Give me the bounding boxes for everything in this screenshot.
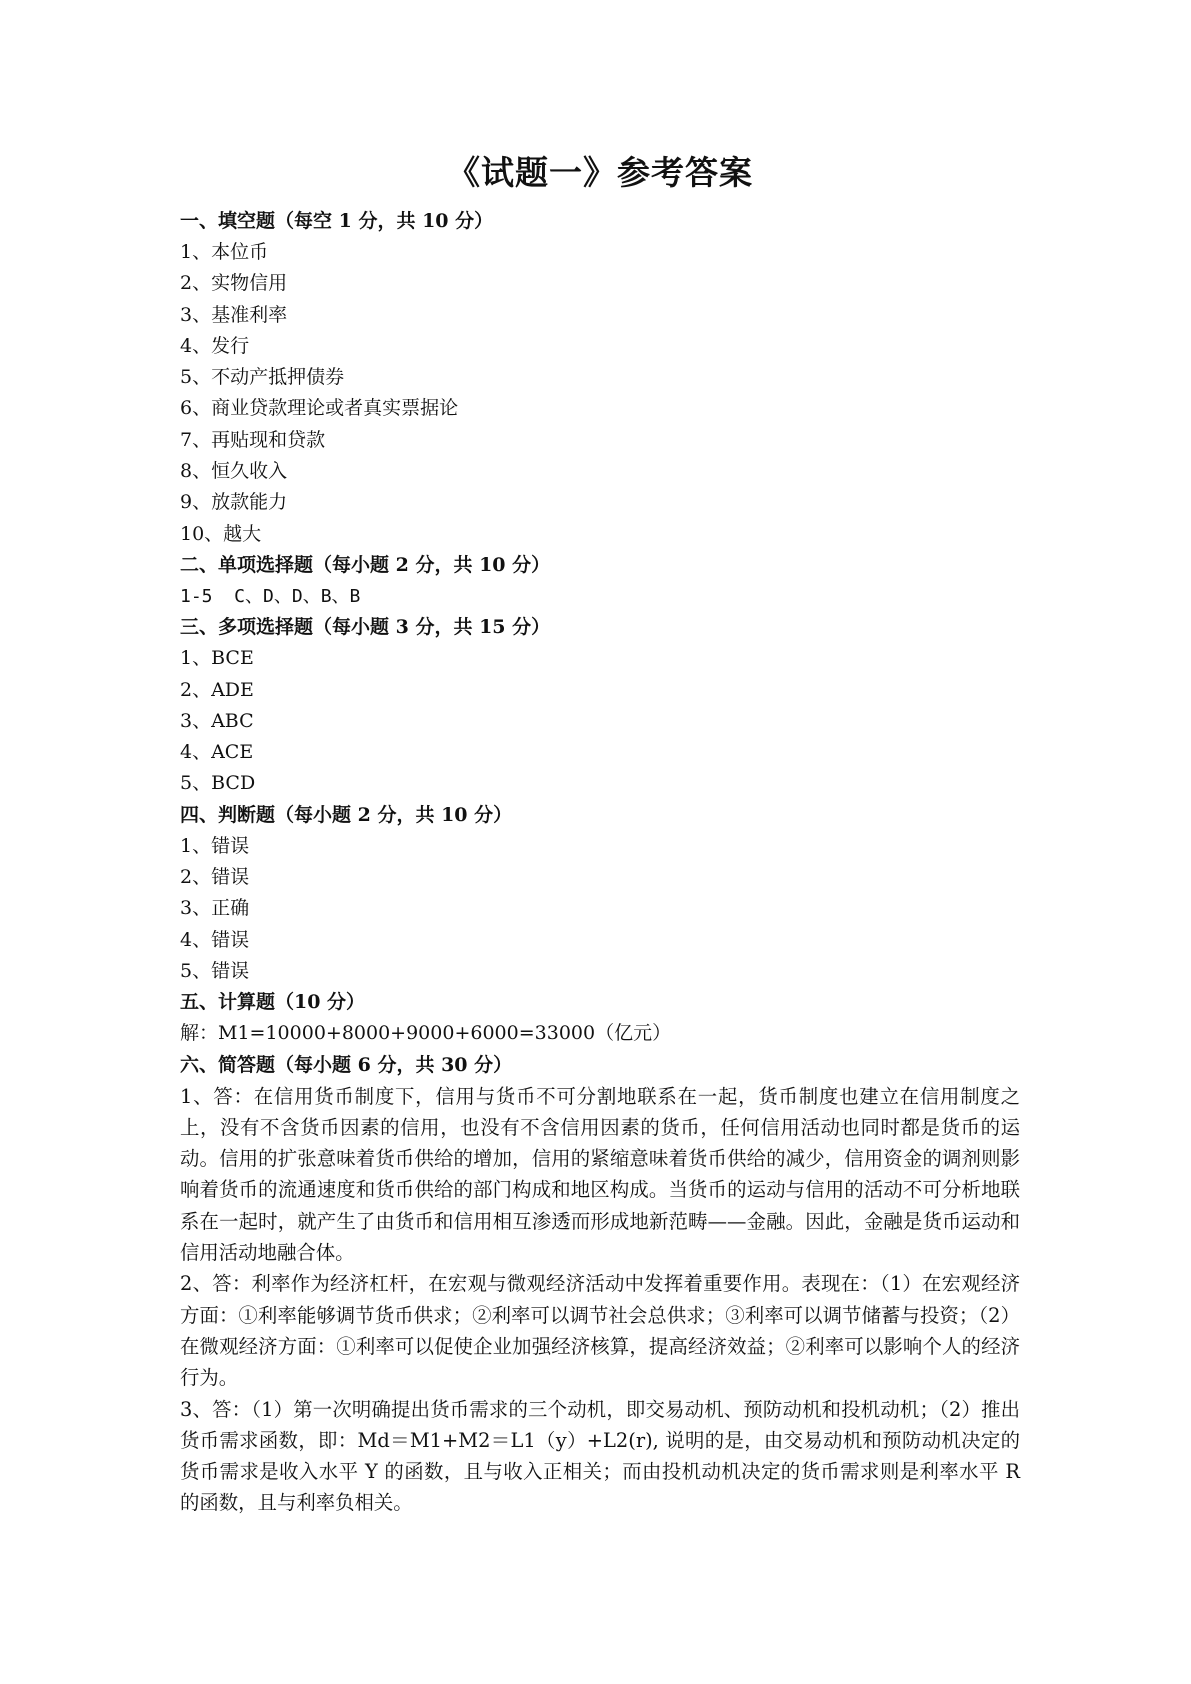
- answer-line: 1-5 C、D、D、B、B: [180, 585, 361, 607]
- section-heading: 五、计算题（10 分）: [180, 991, 366, 1014]
- answer-line: 6、商业贷款理论或者真实票据论: [180, 397, 459, 420]
- section-heading: 一、填空题（每空 1 分，共 10 分）: [180, 210, 494, 232]
- answer-line: 2、实物信用: [180, 272, 288, 295]
- answer-line: 5、不动产抵押债券: [180, 366, 345, 389]
- answer-line: 4、错误: [180, 928, 250, 951]
- section-true-false: [180, 800, 1020, 987]
- answer-line: 7、再贴现和贷款: [180, 428, 326, 451]
- answer-line: 5、错误: [180, 959, 250, 982]
- answer-line: 4、ACE: [180, 741, 254, 764]
- section-multiple-choice: [180, 612, 1020, 799]
- answer-sheet-page: [180, 150, 1020, 1519]
- answer-line: 1、错误: [180, 834, 250, 857]
- answer-line: 4、发行: [180, 334, 250, 357]
- answer-line: 10、越大: [180, 522, 262, 545]
- answer-line: 3、正确: [180, 897, 250, 920]
- answer-paragraph: 3、答：（1）第一次明确提出货币需求的三个动机，即交易动机、预防动机和投机动机；（2）推出货币需求函数，即：Md＝M1+M2＝L1（y）+L2(r), 说明的是，由交易动机和预防动机决定的货币需求是收入水平 Y 的函数，且与收入正相关；而由投机动机决定的货币需求则是利率水平 R 的函数，且与利率负相关。: [180, 1397, 1020, 1515]
- answer-line: 5、BCD: [180, 772, 256, 795]
- answer-line: 2、错误: [180, 866, 250, 889]
- answer-line: 9、放款能力: [180, 491, 288, 514]
- answer-line: 2、ADE: [180, 678, 254, 701]
- section-heading: 三、多项选择题（每小题 3 分，共 15 分）: [180, 616, 551, 639]
- answer-line: 1、BCE: [180, 647, 254, 670]
- answer-line: 1、本位币: [180, 241, 269, 263]
- answer-paragraph: 2、答：利率作为经济杠杆，在宏观与微观经济活动中发挥着重要作用。表现在：（1）在宏观经济方面：①利率能够调节货币供求；②利率可以调节社会总供求；③利率可以调节储蓄与投资；（2）在微观经济方面：①利率可以促使企业加强经济核算，提高经济效益；②利率可以影响个人的经济行为。: [180, 1272, 1020, 1390]
- answer-paragraph: 1、答：在信用货币制度下，信用与货币不可分割地联系在一起，货币制度也建立在信用制度之上，没有不含货币因素的信用，也没有不含信用因素的货币，任何信用活动也同时都是货币的运动。信用的扩张意味着货币供给的增加，信用的紧缩意味着货币供给的减少，信用资金的调剂则影响着货币的流通速度和货币供给的部门构成和地区构成。当货币的运动与信用的活动不可分析地联系在一起时，就产生了由货币和信用相互渗透而形成地新范畴——金融。因此，金融是货币运动和信用活动地融合体。: [180, 1084, 1020, 1265]
- answer-line: 3、ABC: [180, 709, 254, 732]
- section-heading: 二、单项选择题（每小题 2 分，共 10 分）: [180, 553, 551, 576]
- section-fill-blank: [180, 206, 1020, 550]
- answer-line: 3、基准利率: [180, 303, 288, 326]
- section-calculation: [180, 987, 1020, 1049]
- answer-line: 解：M1=10000+8000+9000+6000=33000（亿元）: [180, 1022, 672, 1045]
- section-heading: 四、判断题（每小题 2 分，共 10 分）: [180, 803, 513, 826]
- section-single-choice: [180, 550, 1020, 612]
- answer-line: 8、恒久收入: [180, 460, 288, 483]
- section-heading: 六、简答题（每小题 6 分，共 30 分）: [180, 1053, 513, 1076]
- section-short-answer: [180, 1050, 1020, 1519]
- page-title: 《试题一》参考答案: [447, 153, 753, 192]
